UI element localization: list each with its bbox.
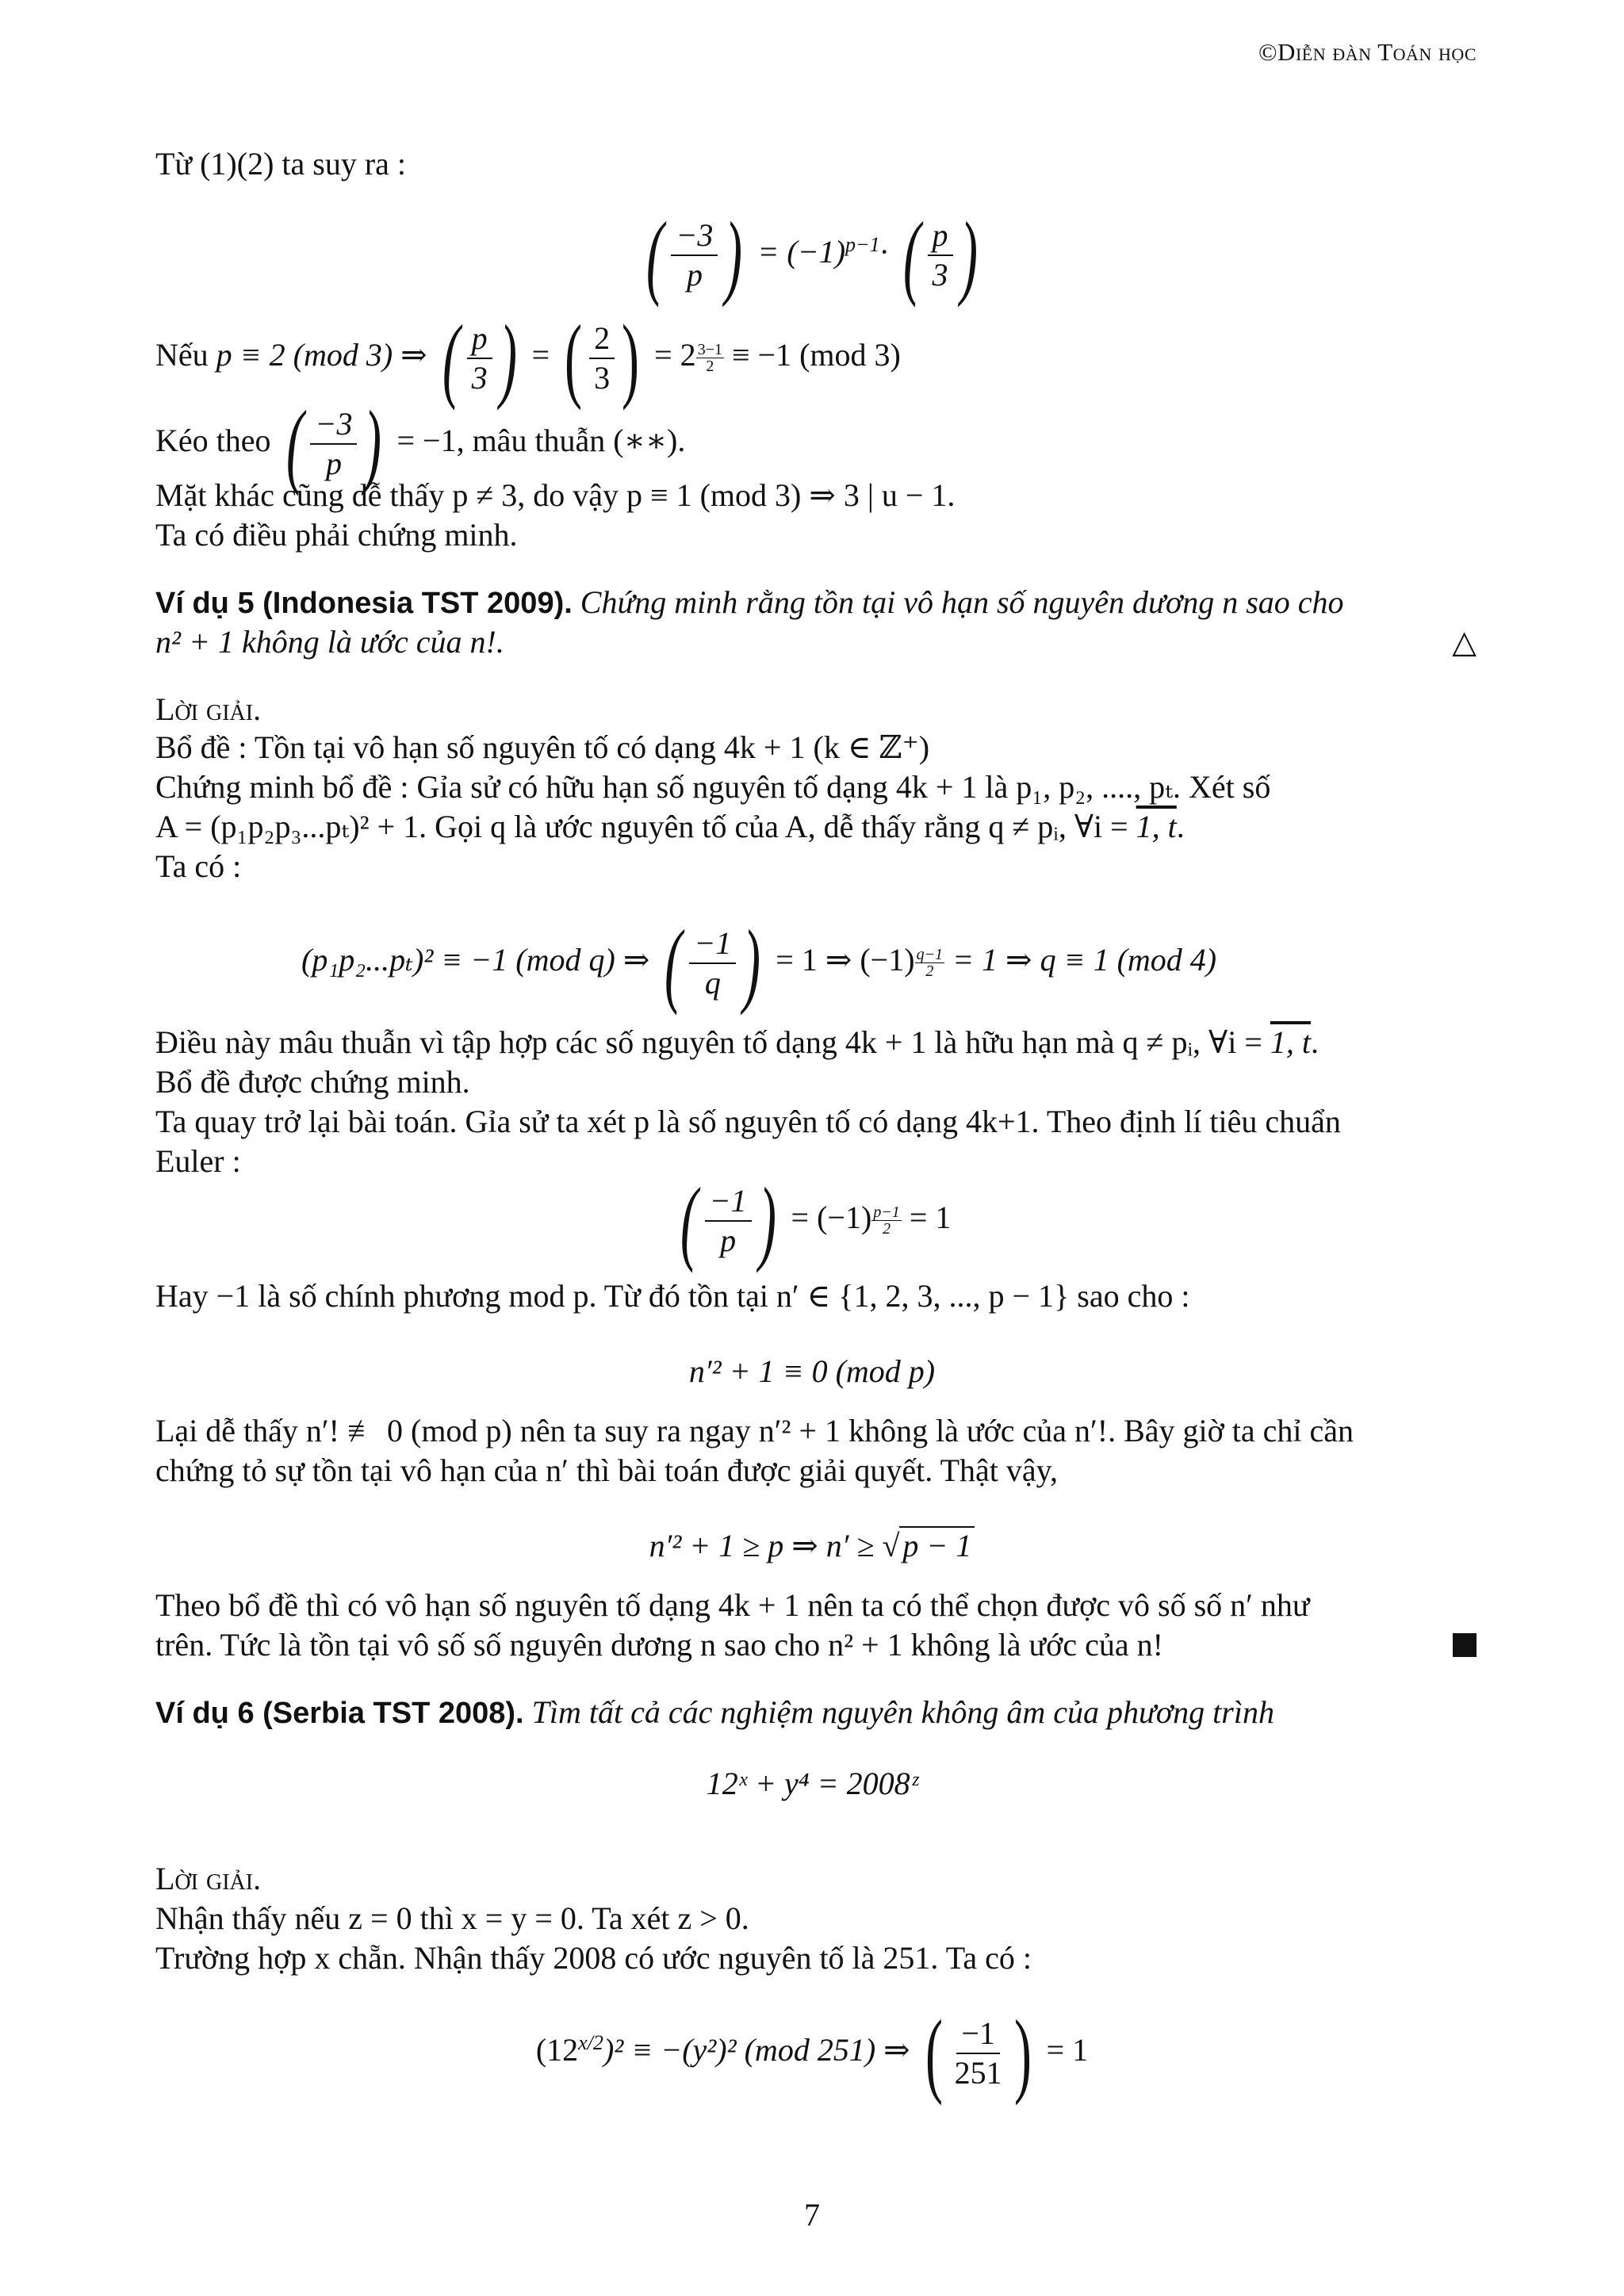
text: . bbox=[1176, 809, 1185, 844]
text-line: Ta có điều phải chứng minh. bbox=[155, 517, 518, 553]
eq-part: = 1 ⇒ q ≡ 1 (mod 4) bbox=[952, 942, 1217, 978]
text-line bbox=[155, 807, 1477, 847]
text-line: Nhận thấy nếu z = 0 thì x = y = 0. Ta xét z > 0. bbox=[155, 1900, 749, 1936]
text-line: Ta quay trở lại bài toán. Gỉa sử ta xét p là số nguyên tố có dạng 4k+1. Theo định lí tiêu chuẩn bbox=[155, 1104, 1341, 1139]
example-text: n² + 1 không là ước của n!. bbox=[155, 624, 504, 660]
eq-part: = 1 ⇒ (−1) bbox=[776, 942, 915, 978]
frac-num: −3 bbox=[671, 218, 718, 256]
eq-exp: x/2 bbox=[578, 2030, 603, 2054]
frac-num: p bbox=[467, 321, 492, 359]
text-line: Trường hợp x chẵn. Nhận thấy 2008 có ước nguyên tố là 251. Ta có : bbox=[155, 1940, 1032, 1976]
eq-part: = (−1) bbox=[791, 1200, 872, 1236]
triangle-icon: △ bbox=[1452, 624, 1477, 660]
eq-dot: · bbox=[879, 234, 888, 270]
solution-heading: Lời giải. bbox=[155, 691, 262, 727]
frac-den: p bbox=[325, 446, 342, 481]
frac-num: −1 bbox=[705, 1184, 752, 1222]
frac-num: −1 bbox=[689, 926, 736, 964]
frac-den: 3 bbox=[471, 360, 488, 396]
equation-euler: ( $\frac{-1}{p}$ ) = (−1) $\frac{p-1}{2}$ = 1 bbox=[680, 1168, 952, 1273]
eq-part: ≡ −1 (mod 3) bbox=[731, 337, 901, 373]
example-text: Tìm tất cả các nghiệm nguyên không âm của phương trình bbox=[531, 1694, 1274, 1730]
exp-num: q−1 bbox=[916, 945, 944, 963]
example-text: Chứng minh rằng tồn tại vô hạn số nguyên dương n sao cho bbox=[580, 584, 1344, 620]
text-line bbox=[155, 1023, 1477, 1062]
frac-den: p bbox=[686, 257, 703, 293]
equation-lemma: (p₁p₂...pₜ)² ≡ −1 (mod q) ⇒ ( $\frac{-1}{q}$ ) = 1 ⇒ (−1) $\frac{q-1}{2}$ = 1 ⇒ q ≡ 1 (mod 4) bbox=[301, 910, 1217, 1016]
frac-den: 3 bbox=[932, 257, 948, 293]
eq-part: = 2 bbox=[654, 337, 696, 373]
text: = −1, mâu thuẫn (∗∗). bbox=[396, 423, 686, 459]
text-line-equation: Nếu p ≡ 2 (mod 3) ⇒ ( $\frac{p}{3}$ ) = ( $\frac{2}{3}$ ) = 2 $\frac{3-1}{2}$ ≡ −1 (mod 3) bbox=[155, 305, 901, 411]
text-line: Hay −1 là số chính phương mod p. Từ đó tồn tại n′ ∈ {1, 2, 3, ..., p − 1} sao cho : bbox=[155, 1278, 1190, 1314]
qed-square-icon bbox=[1453, 1633, 1477, 1657]
range-overline: 1, t bbox=[1270, 1024, 1311, 1060]
example-6-line1 bbox=[155, 1693, 1477, 1733]
example-title: Ví dụ 5 (Indonesia TST 2009). bbox=[155, 587, 573, 620]
eq-part: n′² + 1 ≥ p ⇒ n′ ≥ √ bbox=[649, 1528, 900, 1563]
text-line: Từ (1)(2) ta suy ra : bbox=[155, 146, 407, 182]
eq-part: (12 bbox=[535, 2032, 579, 2068]
equation-legendre-minus3: ( $\frac{-3}{p}$ ) = $(-1)^{p-1}\cdot$ ( $\frac{p}{3}$ ) bbox=[646, 202, 978, 308]
frac-den: p bbox=[720, 1223, 737, 1258]
eq-part: )² ≡ −(y²)² (mod 251) ⇒ bbox=[603, 2032, 910, 2068]
equation-congruence: n′² + 1 ≡ 0 (mod p) bbox=[688, 1353, 936, 1389]
eq-part: = 1 bbox=[1046, 2032, 1089, 2068]
exp-den: 2 bbox=[706, 357, 714, 375]
example-5-line2 bbox=[155, 622, 1477, 662]
example-title: Ví dụ 6 (Serbia TST 2008). bbox=[155, 1697, 524, 1730]
frac-num: −1 bbox=[956, 2016, 1000, 2054]
eq-part: (p₁p₂...pₜ)² ≡ −1 (mod q) ⇒ bbox=[301, 942, 650, 978]
page-header: ©Diễn đàn Toán học bbox=[1258, 38, 1477, 66]
text: . bbox=[1310, 1024, 1319, 1060]
text-line: Lại dễ thấy n′! ≢ 0 (mod p) nên ta suy ra ngay n′² + 1 không là ước của n′!. Bây giờ ta chỉ cần bbox=[155, 1413, 1354, 1448]
frac-den: q bbox=[704, 965, 721, 1001]
eq-part: = (−1) bbox=[757, 234, 846, 270]
text: A = (p₁p₂p₃...pₜ)² + 1. Gọi q là ước nguyên tố của A, dễ thấy rằng q ≠ pᵢ, ∀i = bbox=[155, 809, 1136, 844]
frac-num: −3 bbox=[310, 407, 357, 445]
text-line: Theo bổ đề thì có vô hạn số nguyên tố dạng 4k + 1 nên ta có thể chọn được vô số số n′ như bbox=[155, 1587, 1310, 1623]
text-line: Bổ đề : Tồn tại vô hạn số nguyên tố có dạng 4k + 1 (k ∈ ℤ⁺) bbox=[155, 729, 930, 765]
text: Kéo theo bbox=[155, 423, 271, 459]
text: Điều này mâu thuẫn vì tập hợp các số nguyên tố dạng 4k + 1 là hữu hạn mà q ≠ pᵢ, ∀i = bbox=[155, 1024, 1270, 1060]
frac-den: 3 bbox=[594, 360, 611, 396]
equation-inequality bbox=[0, 1526, 1624, 1566]
text-line-equation: Kéo theo ( $\frac{-3}{p}$ ) = −1, mâu thuẫn (∗∗). bbox=[155, 391, 686, 496]
text-line: Ta có : bbox=[155, 848, 242, 884]
exp-num: 3−1 bbox=[697, 340, 722, 358]
equation-serbia: 12ˣ + y⁴ = 2008ᶻ bbox=[706, 1766, 918, 1801]
exp-num: p−1 bbox=[873, 1203, 900, 1221]
exp-den: 2 bbox=[925, 962, 934, 980]
sqrt-radicand: p − 1 bbox=[899, 1526, 975, 1563]
text: Nếu bbox=[155, 337, 216, 373]
exp-den: 2 bbox=[883, 1219, 891, 1238]
eq-part: p ≡ 2 (mod 3) ⇒ bbox=[216, 337, 427, 373]
text-line bbox=[155, 1625, 1477, 1665]
text-line: Bổ đề được chứng minh. bbox=[155, 1064, 470, 1100]
text: trên. Tức là tồn tại vô số số nguyên dương n sao cho n² + 1 không là ước của n! bbox=[155, 1627, 1163, 1663]
range-overline: 1, t bbox=[1136, 809, 1177, 844]
eq-exp: p−1 bbox=[845, 232, 880, 256]
equation-mod251: $(12^{x/2})^2 \equiv -(y^2)^2$ (mod 251) ⇒ ( $\frac{-1}{251}$ ) = 1 bbox=[535, 2000, 1089, 2106]
solution-heading: Lời giải. bbox=[155, 1861, 262, 1896]
frac-num: 2 bbox=[589, 321, 615, 359]
page-number: 7 bbox=[804, 2197, 820, 2233]
eq-part: = 1 bbox=[909, 1200, 952, 1236]
text-line: Mặt khác cũng dễ thấy p ≠ 3, do vậy p ≡ 1 (mod 3) ⇒ 3 | u − 1. bbox=[155, 477, 956, 513]
text-line: Euler : bbox=[155, 1143, 241, 1179]
frac-den: 251 bbox=[954, 2055, 1002, 2091]
eq-part: = bbox=[531, 337, 550, 373]
text-line: chứng tỏ sự tồn tại vô hạn của n′ thì bài toán được giải quyết. Thật vậy, bbox=[155, 1452, 1059, 1488]
example-5-line1 bbox=[155, 583, 1477, 623]
text-line: Chứng minh bổ đề : Gỉa sử có hữu hạn số nguyên tố dạng 4k + 1 là p₁, p₂, ...., pₜ. Xét số bbox=[155, 769, 1271, 805]
frac-num: p bbox=[928, 218, 953, 256]
